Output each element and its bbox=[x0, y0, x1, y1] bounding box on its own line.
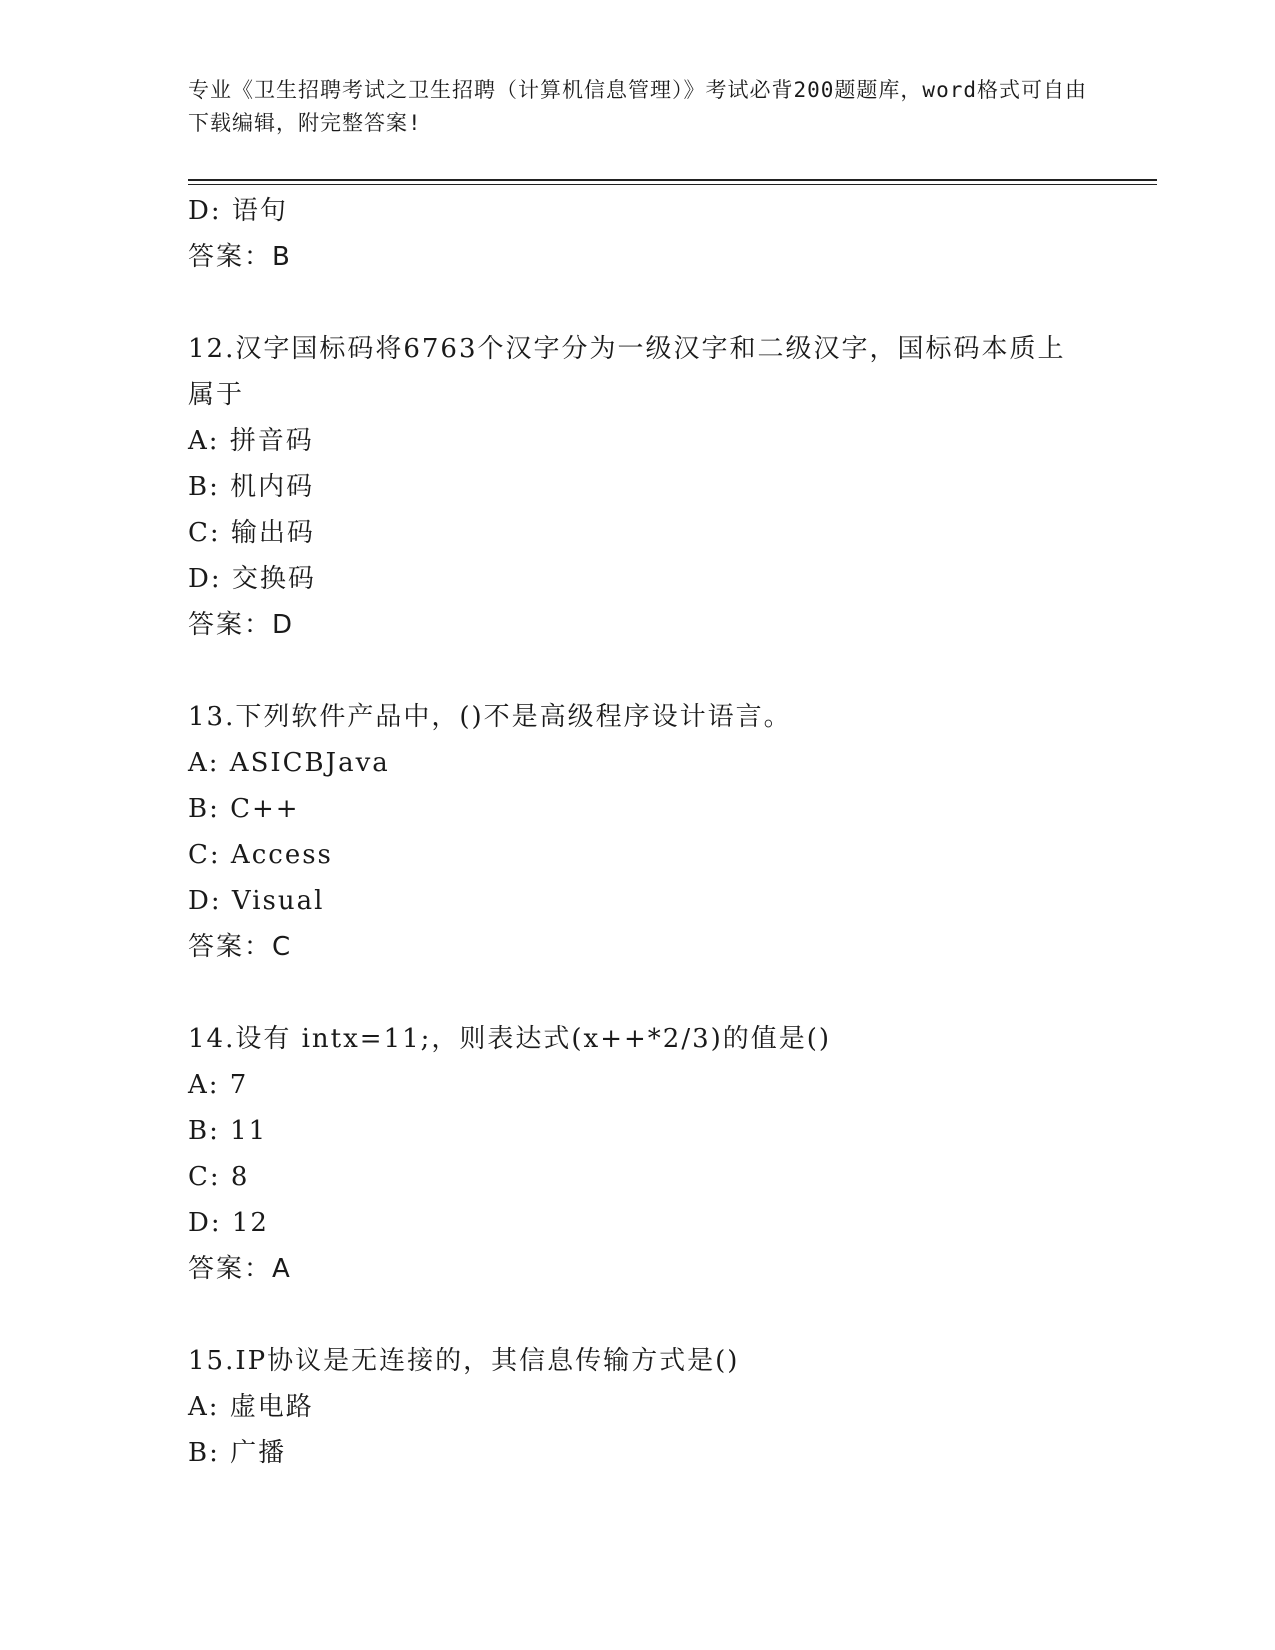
question-12-answer: 答案：D bbox=[188, 610, 295, 640]
question-13-option-b: B: C++ bbox=[188, 794, 300, 824]
question-14-stem: 14.设有 intx=11;，则表达式(x++*2/3)的值是() bbox=[188, 1024, 832, 1054]
question-15-option-b: B: 广播 bbox=[188, 1438, 287, 1468]
spacer bbox=[188, 648, 1088, 694]
question-content bbox=[188, 188, 1088, 1476]
question-15-stem: 15.IP协议是无连接的，其信息传输方式是() bbox=[188, 1346, 740, 1376]
question-12-option-d: D: 交换码 bbox=[188, 564, 316, 594]
question-13-answer: 答案：C bbox=[188, 932, 293, 962]
question-14-option-a: A: 7 bbox=[188, 1070, 249, 1100]
question-13-stem: 13.下列软件产品中，()不是高级程序设计语言。 bbox=[188, 702, 792, 732]
spacer bbox=[188, 1292, 1088, 1338]
question-12-option-c: C: 输出码 bbox=[188, 518, 315, 548]
carryover-option-d: D: 语句 bbox=[188, 196, 288, 226]
question-13-option-d: D: Visual bbox=[188, 886, 325, 916]
header-divider-thick bbox=[188, 179, 1157, 181]
spacer bbox=[188, 970, 1088, 1016]
question-14-option-d: D: 12 bbox=[188, 1208, 269, 1238]
question-13-option-c: C: Access bbox=[188, 840, 333, 870]
question-14-option-c: C: 8 bbox=[188, 1162, 250, 1192]
spacer bbox=[188, 280, 1088, 326]
question-12-option-b: B: 机内码 bbox=[188, 472, 315, 502]
question-13-option-a: A: ASICBJava bbox=[188, 748, 390, 778]
question-15-option-a: A: 虚电路 bbox=[188, 1392, 314, 1422]
question-14-answer: 答案：A bbox=[188, 1254, 292, 1284]
document-header: 专业《卫生招聘考试之卫生招聘（计算机信息管理）》考试必背200题题库，word格式可自由下载编辑，附完整答案! bbox=[188, 78, 1087, 135]
question-12-option-a: A: 拼音码 bbox=[188, 426, 314, 456]
header-divider-thin bbox=[188, 184, 1157, 185]
question-12-stem: 12.汉字国标码将6763个汉字分为一级汉字和二级汉字，国标码本质上属于 bbox=[188, 334, 1066, 410]
carryover-answer: 答案：B bbox=[188, 242, 292, 272]
question-14-option-b: B: 11 bbox=[188, 1116, 268, 1146]
